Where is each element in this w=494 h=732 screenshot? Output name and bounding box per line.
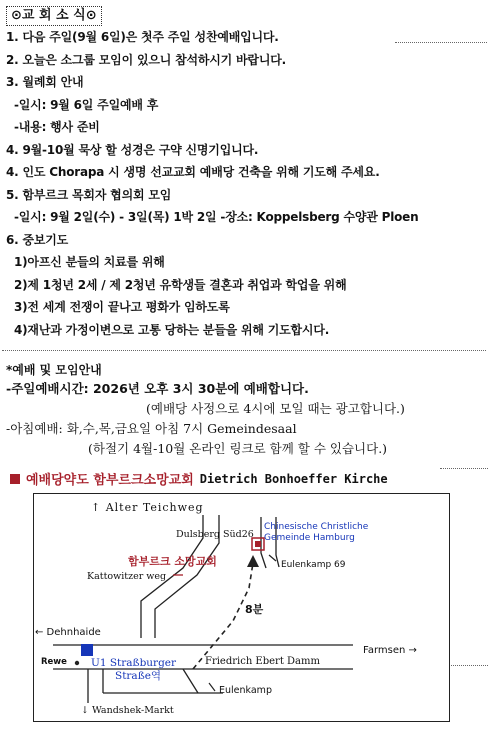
label-chinese-church-2: Gemeinde Hamburg <box>264 533 355 543</box>
morning-note: (하절기 4월-10월 온라인 링크로 함께 할 수 있습니다.) <box>88 441 388 456</box>
news-item-5-detail: -일시: 9월 2일(수) - 3일(목) 1박 2일 -장소: Koppelsberg 수양관 Ploen <box>14 210 419 224</box>
map-title-de: Dietrich Bonhoeffer Kirche <box>199 471 388 486</box>
news-title: ⊙교 회 소 식⊙ <box>6 6 102 26</box>
label-eulenkamp69: Eulenkamp 69 <box>281 560 346 570</box>
news-item-4: 4. 9월-10월 묵상 할 성경은 구약 신명기입니다. <box>6 142 259 157</box>
church-news <box>6 4 486 341</box>
news-item-6: 6. 중보기도 <box>6 232 69 247</box>
label-wandsbek: ↓ Wandshek-Markt <box>81 705 174 716</box>
label-dehnhaide: ← Dehnhaide <box>35 627 101 638</box>
label-friedrich: Friedrich Ebert Damm <box>205 656 320 667</box>
divider <box>2 350 486 351</box>
news-item-4b: 4. 인도 Chorapa 시 생명 선교교회 예배당 건축을 위해 기도해 주세요. <box>6 165 380 179</box>
label-u1-2: Straße역 <box>115 670 162 682</box>
label-chinese-church <box>264 522 368 544</box>
news-item-2: 2. 오늘은 소그룹 모임이 있으니 참석하시기 바랍니다. <box>6 52 286 67</box>
news-item-3-date: -일시: 9월 6일 주일예배 후 <box>14 97 159 112</box>
label-kattowitzer: Kattowitzer weg <box>87 571 167 582</box>
sunday-note: (예배당 사정으로 4시에 모일 때는 광고합니다.) <box>146 401 405 416</box>
news-item-3: 3. 월례회 안내 <box>6 75 84 89</box>
news-item-3-content: -내용: 행사 준비 <box>14 120 100 134</box>
label-farmsen: Farmsen → <box>363 645 417 656</box>
news-item-1: 1. 다음 주일(9월 6일)은 첫주 주일 성찬예배입니다. <box>6 30 279 44</box>
label-u1-1: U1 Straßburger <box>91 657 177 669</box>
label-church: 함부르크 소망교회 <box>128 555 217 568</box>
prayer-item-4: 4)재난과 가정이변으로 고통 당하는 분들을 위해 기도합시다. <box>14 322 330 337</box>
divider <box>440 468 488 469</box>
divider <box>448 665 488 666</box>
prayer-item-1: 1)아프신 분들의 치료를 위해 <box>14 255 165 269</box>
location-map <box>33 493 450 722</box>
news-item-5: 5. 함부르크 목회자 협의회 모임 <box>6 187 172 202</box>
divider <box>395 42 487 43</box>
map-title-kr: 예배당약도 함부르크소망교회 <box>26 473 194 488</box>
label-alter-teichweg: ↑ Alter Teichweg <box>91 501 204 514</box>
label-u1 <box>91 657 176 683</box>
morning-service: -아침예배: 화,수,목,금요일 아침 7시 Gemeindesaal <box>6 421 297 436</box>
worship-info <box>6 362 486 459</box>
square-icon <box>10 474 20 484</box>
label-dulsberg: Dulsberg Süd26 <box>176 529 254 540</box>
prayer-item-2: 2)제 1청년 2세 / 제 2청년 유학생들 결혼과 취업과 학업을 위해 <box>14 277 347 292</box>
worship-title: *예배 및 모임안내 <box>6 363 102 377</box>
map-title <box>10 469 388 488</box>
prayer-item-3: 3)전 세계 전쟁이 끝나고 평화가 임하도록 <box>14 300 230 314</box>
label-eulenkamp: Eulenkamp <box>219 685 272 696</box>
sunday-service: -주일예배시간: 2026년 오후 3시 30분에 예배합니다. <box>6 381 309 396</box>
label-rewe: Rewe <box>41 657 67 667</box>
label-minutes: 8분 <box>245 603 264 616</box>
label-chinese-church-1: Chinesische Christliche <box>264 522 369 532</box>
